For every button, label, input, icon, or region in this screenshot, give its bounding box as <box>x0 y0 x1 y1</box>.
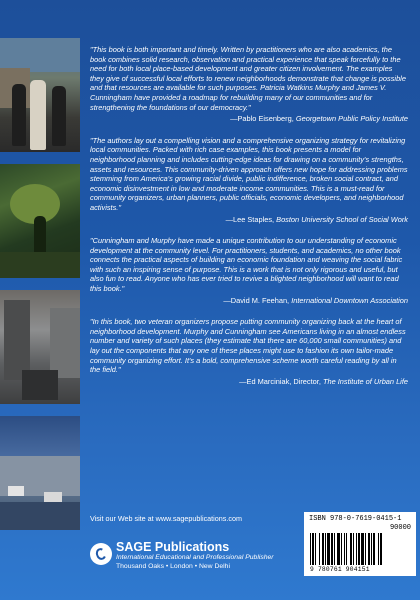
attribution-name: —David M. Feehan, <box>223 295 290 305</box>
quote-attribution <box>90 296 408 306</box>
quote-text: "In this book, two veteran organizers propose putting community organizing back at the heart of neighborhood development. Murphy and Cunningham see Americans living in an almost endless number and variety of such places (they estimate that there are 60,000 small communities) and lay out the components that any one of these places might use to fashion its own tailor-made community organizing effort. It's a bold, comprehensive scheme worth careful reading by all in the field." <box>90 317 406 375</box>
publisher-text <box>116 541 274 571</box>
publisher-locations: Thousand Oaks • London • New Delhi <box>116 562 230 570</box>
publisher-name: SAGE Publications <box>116 540 230 554</box>
isbn-barcode <box>304 512 416 576</box>
publisher-block <box>90 541 274 571</box>
quote-attribution <box>90 377 408 387</box>
barcode-digits: 9 780761 904151 <box>310 566 370 573</box>
quote-text: "This book is both important and timely. Written by practitioners who are also academics, the book combines solid research, observation and practical experience that speak forcefully to the need for both local place-based development and greater citizen involvement. The examples they give of successful local efforts to renew neighborhoods demonstrate that change is possible and that resources are available for such purposes. Patricia Watkins Murphy and James V. Cunningham have provided a roadmap for rebuilding many of our communities and for strengthening the foundations of our democracy." <box>90 45 406 112</box>
city-avenue-photo <box>0 416 80 530</box>
endorsement-quote <box>90 317 408 386</box>
quote-attribution <box>90 114 408 124</box>
endorsement-quote <box>90 45 408 124</box>
website-note: Visit our Web site at www.sagepublications.com <box>90 514 242 523</box>
endorsement-quote <box>90 236 408 305</box>
attribution-affiliation: Georgetown Public Policy Institute <box>295 114 408 124</box>
neighborhood-street-photo <box>0 290 80 404</box>
endorsement-quotes <box>90 45 408 398</box>
street-scene-photo <box>0 38 80 152</box>
isbn-number: ISBN 978-0-7619-0415-1 <box>309 515 402 523</box>
community-garden-photo <box>0 164 80 278</box>
barcode-bars-icon <box>310 533 410 565</box>
attribution-affiliation: Boston University School of Social Work <box>276 214 408 224</box>
cover-photo-strip <box>0 38 80 538</box>
quote-text: "The authors lay out a compelling vision and a comprehensive organizing strategy for revitalizing local communities. Packed with rich case examples, this book presents a model for neighborhood planning and includes cutting-edge ideas for drawing on a community's strengths, assets and resources. This community-driven approach offers new hope for addressing problems stemming from America's growing racial divide, public indifference, broken social contract, and economic disinvestment in low and moderate income communities. This is a must-read for community organizers, urban planners, public officials, economic developers, and neighborhood activists." <box>90 135 408 212</box>
price-code: 90000 <box>389 524 411 532</box>
attribution-name: —Ed Marciniak, Director, <box>239 376 321 386</box>
attribution-affiliation: The Institute of Urban Life <box>322 376 408 386</box>
sage-logo-icon <box>90 543 112 565</box>
endorsement-quote <box>90 136 408 224</box>
attribution-affiliation: International Downtown Association <box>291 295 408 305</box>
quote-text: "Cunningham and Murphy have made a unique contribution to our understanding of economic development at the community level. For practitioners, students, and academics, no other book connects the practical aspects of building an economic foundation and weaving the social fabric with such an inspiring sense of purpose. This is a work that is not only rigorous and useful, but also fun to read. Anyone who has ever tried to revive a blighted neighborhood will want to read this book." <box>90 236 403 294</box>
quote-attribution <box>90 215 408 225</box>
publisher-subtitle: International Educational and Professional Publisher <box>116 554 274 561</box>
attribution-name: —Lee Staples, <box>225 214 275 224</box>
attribution-name: —Pablo Eisenberg, <box>230 114 294 124</box>
